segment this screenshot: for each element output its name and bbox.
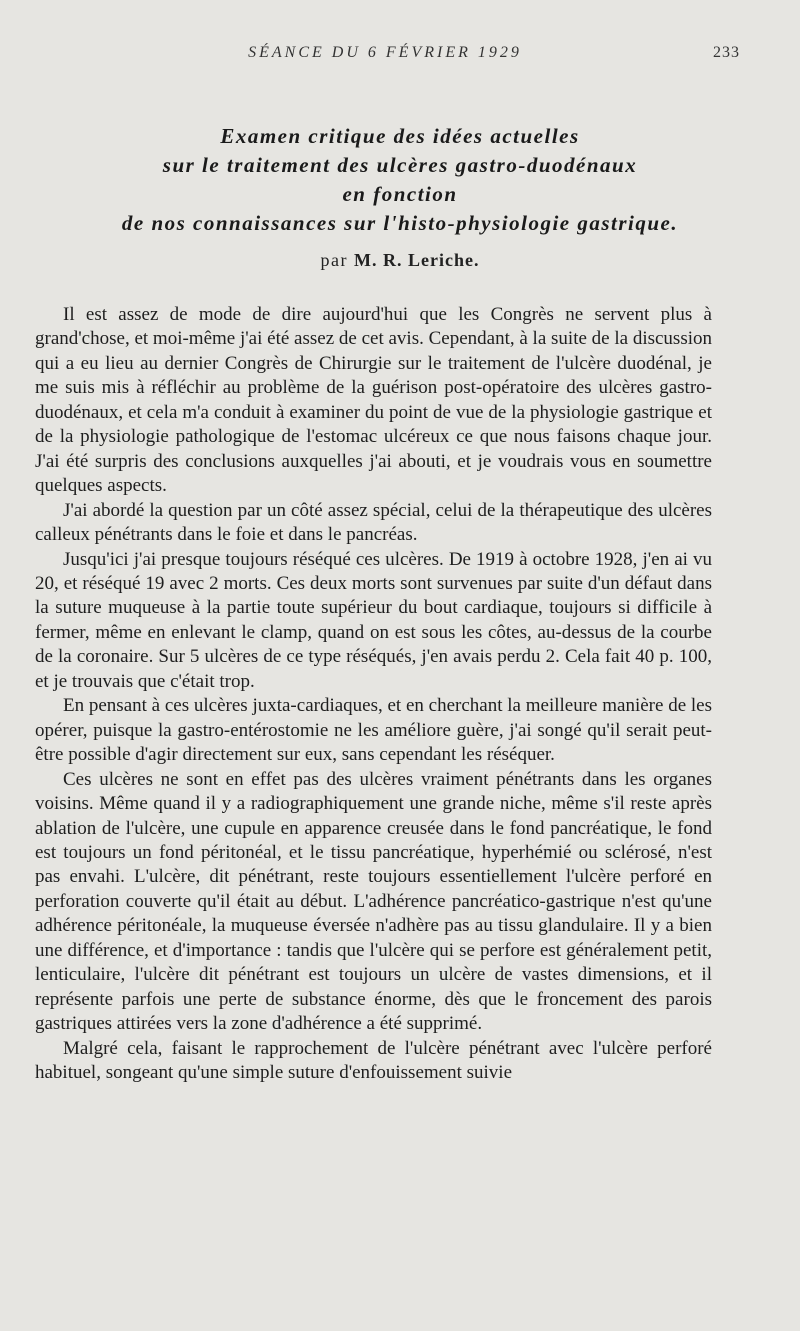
article-title: [20, 122, 780, 238]
paragraph: Jusqu'ici j'ai presque toujours réséqué ces ulcères. De 1919 à octobre 1928, j'en ai vu 20, et réséqué 19 avec 2 morts. Ces deux morts sont survenues par suite d'un défaut dans la suture muqueuse à la partie toute supérieur du bout cardiaque, toujours si difficile à fermer, même en enlevant le clamp, quand on est sous les côtes, au-dessus de la courbe de la coronaire. Sur 5 ulcères de ce type réséqués, j'en avais perdu 2. Cela fait 40 p. 100, et je trouvais que c'était trop.: [35, 548, 712, 692]
title-line: de nos connaissances sur l'histo-physiologie gastrique.: [121, 211, 679, 235]
page-number: 233: [713, 44, 740, 61]
paragraph: J'ai abordé la question par un côté assez spécial, celui de la thérapeutique des ulcères calleux pénétrants dans le foie et dans le pancréas.: [35, 499, 712, 546]
running-title: SÉANCE DU 6 FÉVRIER 1929: [248, 44, 522, 61]
paragraph: Ces ulcères ne sont en effet pas des ulcères vraiment pénétrants dans les organes voisins. Même quand il y a radiographiquement une grande niche, même s'il reste après ablation de l'ulcère, une cupule en apparence creusée dans le fond pancréatique, le fond est toujours un fond péritonéal, et le tissu pancréatique, hyperhémié ou sclérosé, n'est pas envahi. L'ulcère, dit pénétrant, reste toujours essentiellement l'ulcère perforé en perforation couverte qu'il était au début. L'adhérence pancréatico-gastrique n'est qu'une adhérence péritonéale, la muqueuse éversée n'adhère pas au tissu glandulaire. Il y a bien une différence, et d'importance : tandis que l'ulcère qui se perfore est généralement petit, lenticulaire, l'ulcère dit pénétrant est toujours un ulcère de vastes dimensions, et il représente parfois une perte de substance énorme, dès que le froncement des parois gastriques attirées vers la zone d'adhérence a été supprimé.: [35, 768, 712, 1035]
article-body: [35, 303, 712, 1086]
paragraph: En pensant à ces ulcères juxta-cardiaques, et en cherchant la meilleure manière de les opérer, puisque la gastro-entérostomie ne les améliore guère, j'ai songé qu'il serait peut-être possible d'agir directement sur eux, sans cependant les réséquer.: [35, 695, 712, 766]
byline-prefix: par: [320, 250, 348, 270]
title-line: sur le traitement des ulcères gastro-duodénaux: [162, 153, 638, 177]
paragraph: Malgré cela, faisant le rapprochement de l'ulcère pénétrant avec l'ulcère perforé habituel, songeant qu'une simple suture d'enfouissement suivie: [35, 1037, 712, 1084]
title-line: en fonction: [342, 182, 458, 206]
title-line: Examen critique des idées actuelles: [220, 124, 580, 148]
author-name: M. R. Leriche.: [354, 250, 480, 270]
byline: [0, 250, 800, 271]
running-head: [60, 44, 740, 68]
paragraph: Il est assez de mode de dire aujourd'hui que les Congrès ne servent plus à grand'chose, et moi-même j'ai été assez de cet avis. Cependant, à la suite de la discussion qui a eu lieu au dernier Congrès de Chirurgie sur le traitement de l'ulcère duodénal, je me suis mis à réfléchir au problème de la guérison post-opératoire des ulcères gastro-duodénaux, et cela m'a conduit à examiner du point de vue de la physiologie gastrique et de la physiologie pathologique de l'estomac ulcéreux ce que nous faisons chaque jour. J'ai été surpris des conclusions auxquelles j'ai abouti, et je voudrais vous en soumettre quelques aspects.: [35, 304, 712, 497]
